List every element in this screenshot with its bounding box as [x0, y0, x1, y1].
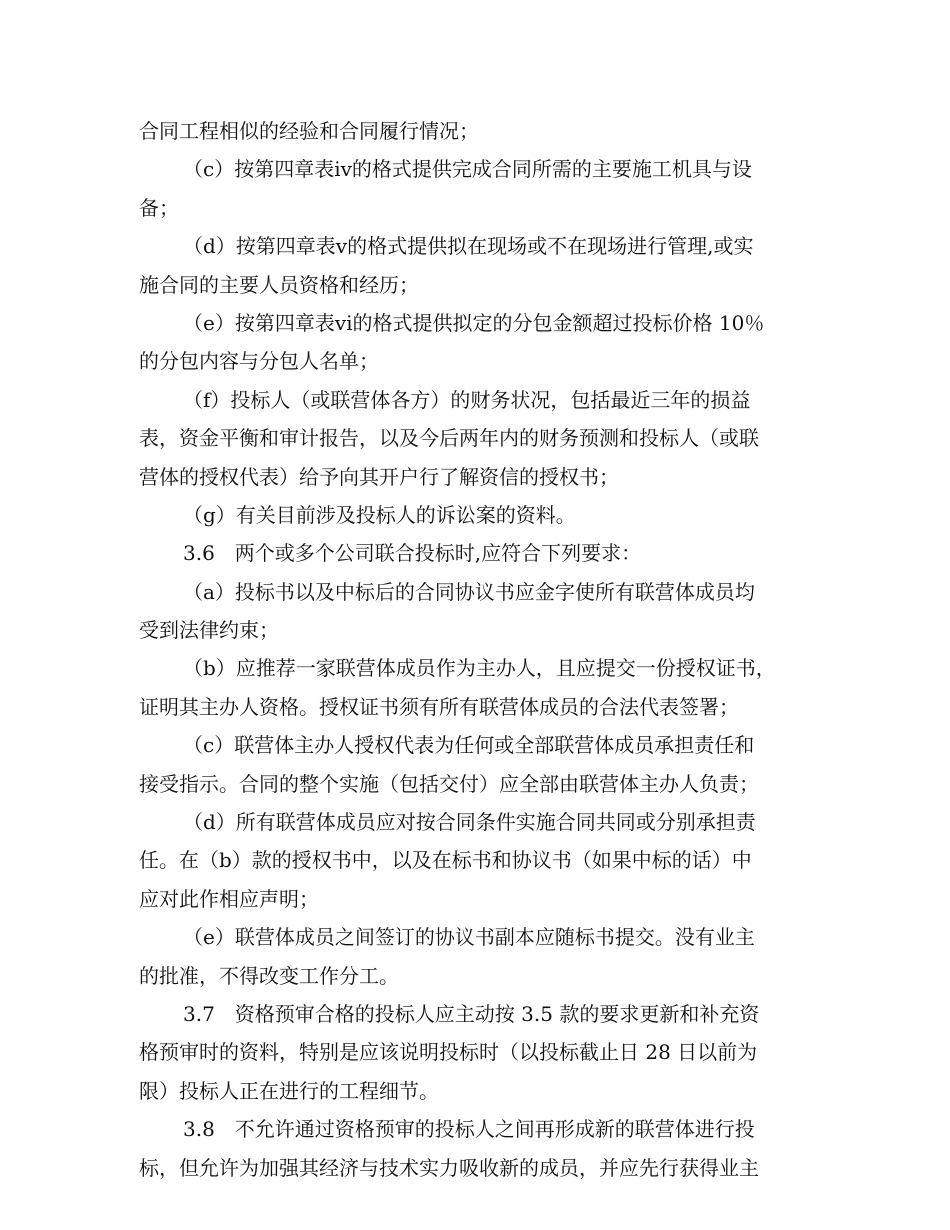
text-line: （d）所有联营体成员应对按合同条件实施合同共同或分别承担责: [183, 810, 756, 835]
text-line: 格预审时的资料，特别是应该说明投标时（以投标截止日 28 日以前为: [139, 1040, 758, 1065]
text-line: （e）按第四章表ⅵ的格式提供拟定的分包金额超过投标价格 10％: [183, 310, 765, 335]
text-line: （c）联营体主办人授权代表为任何或全部联营体成员承担责任和: [183, 733, 755, 758]
text-line: 合同工程相似的经验和合同履行情况；: [139, 119, 479, 143]
section-heading: 3.7 资格预审合格的投标人应主动按 3.5 款的要求更新和补充资: [183, 1001, 760, 1026]
text-line: 标，但允许为加强其经济与技术实力吸收新的成员，并应先行获得业主: [139, 1155, 759, 1180]
text-line: 的分包内容与分包人名单；: [139, 349, 379, 374]
text-line: （g）有关目前涉及投标人的诉讼案的资料。: [183, 502, 576, 527]
text-line: （b）应推荐一家联营体成员作为主办人，且应提交一份授权证书，: [183, 656, 776, 681]
text-line: 应对此作相应声明；: [139, 886, 319, 911]
text-line: 接受指示。合同的整个实施（包括交付）应全部由联营体主办人负责；: [139, 771, 759, 796]
document-body: [139, 112, 829, 1187]
text-line: 营体的授权代表）给予向其开户行了解资信的授权书；: [139, 464, 619, 489]
text-line: 任。在（b）款的授权书中，以及在标书和协议书（如果中标的话）中: [139, 848, 752, 873]
text-line: 的批准，不得改变工作分工。: [139, 963, 399, 988]
text-line: （f）投标人（或联营体各方）的财务状况，包括最近三年的损益: [183, 387, 751, 412]
text-line: 施合同的主要人员资格和经历；: [139, 272, 419, 297]
text-line: 表，资金平衡和审计报告，以及今后两年内的财务预测和投标人（或联: [139, 426, 759, 451]
text-line: （e）联营体成员之间签订的协议书副本应随标书提交。没有业主: [183, 925, 755, 950]
text-line: （a）投标书以及中标后的合同协议书应金字使所有联营体成员均: [183, 579, 755, 604]
section-heading: 3.6 两个或多个公司联合投标时,应符合下列要求：: [183, 541, 642, 566]
text-line: 证明其主办人资格。授权证书须有所有联营体成员的合法代表签署；: [139, 694, 739, 719]
text-line: （d）按第四章表ⅴ的格式提供拟在现场或不在现场进行管理,或实: [183, 234, 754, 259]
text-line: 备；: [139, 195, 179, 220]
text-line: （c）按第四章表ⅳ的格式提供完成合同所需的主要施工机具与设: [183, 157, 752, 182]
section-heading: 3.8 不允许通过资格预审的投标人之间再形成新的联营体进行投: [183, 1117, 755, 1142]
text-line: 受到法律约束；: [139, 618, 279, 643]
text-line: 限）投标人正在进行的工程细节。: [139, 1078, 439, 1103]
